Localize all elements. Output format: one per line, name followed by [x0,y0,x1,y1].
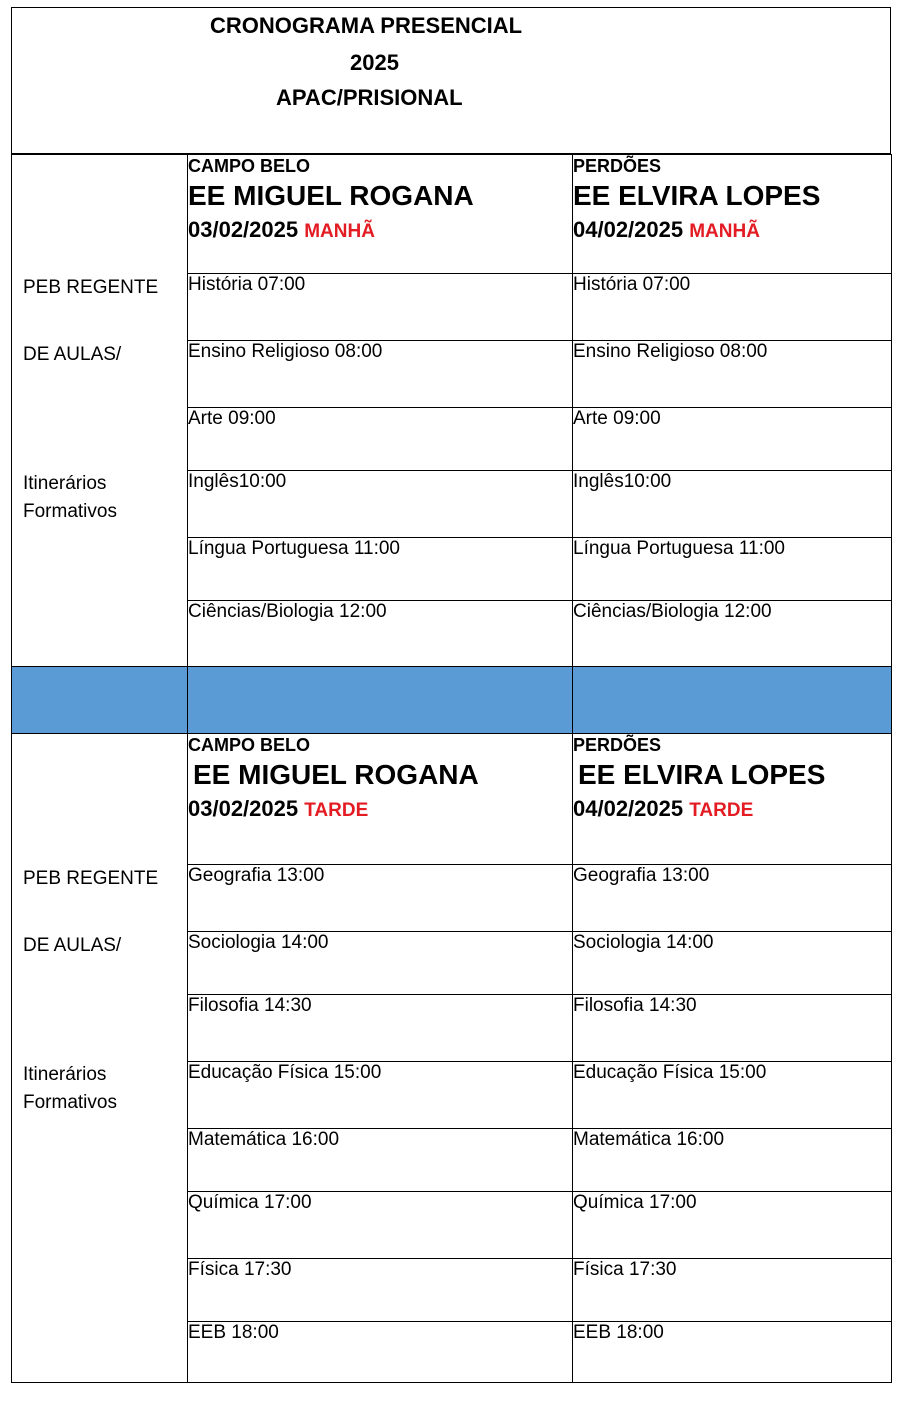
slot-cell: Ensino Religioso 08:00 [188,341,573,408]
slot-cell: Ensino Religioso 08:00 [573,341,892,408]
school-name: EE ELVIRA LOPES [573,180,821,211]
band-cell [188,667,573,734]
side-label: Formativos [23,1092,117,1113]
side-label: Itinerários [23,1064,107,1085]
slot-cell: Filosofia 14:30 [188,995,573,1062]
slot-cell: Arte 09:00 [188,408,573,471]
slot-cell: História 07:00 [573,274,892,341]
title-year: 2025 [350,50,399,75]
city-name: PERDÕES [573,156,662,176]
school-date: 03/02/2025 TARDE [188,796,369,821]
afternoon-side-cell [12,734,188,1383]
side-label: PEB REGENTE [23,868,159,889]
slot-cell: Ciências/Biologia 12:00 [188,601,573,667]
slot-cell: Língua Portuguesa 11:00 [573,538,892,601]
band-cell [12,667,188,734]
slot-cell: Filosofia 14:30 [573,995,892,1062]
shift-label: TARDE [689,800,754,821]
band-cell [573,667,892,734]
slot-cell: Sociologia 14:00 [188,932,573,995]
slot-cell: Inglês10:00 [188,471,573,538]
separator-band [12,667,892,734]
side-label: Itinerários [23,473,107,494]
side-label: PEB REGENTE [23,277,159,298]
slot-cell: História 07:00 [188,274,573,341]
city-name: PERDÕES [573,735,662,755]
slot-cell: Química 17:00 [573,1192,892,1259]
title-block [11,7,891,154]
school-date: 04/02/2025 MANHÃ [573,217,760,242]
side-label: Formativos [23,501,117,522]
schedule-table [11,154,892,1383]
city-name: CAMPO BELO [188,735,311,755]
morning-side-cell [12,155,188,667]
city-name: CAMPO BELO [188,156,311,176]
shift-label: TARDE [304,800,369,821]
school-date: 03/02/2025 MANHÃ [188,217,375,242]
school-header [573,155,892,274]
slot-cell: Sociologia 14:00 [573,932,892,995]
shift-label: MANHÃ [304,221,375,242]
school-name: EE ELVIRA LOPES [578,759,826,790]
slot-cell: Ciências/Biologia 12:00 [573,601,892,667]
title-line-1: CRONOGRAMA PRESENCIAL [210,13,523,38]
slot-cell: EEB 18:00 [573,1322,892,1383]
school-header [573,734,892,865]
morning-header-row [12,155,892,274]
school-name: EE MIGUEL ROGANA [193,759,479,790]
title-line-3: APAC/PRISIONAL [276,85,463,110]
slot-cell: Matemática 16:00 [573,1129,892,1192]
afternoon-header-row [12,734,892,865]
slot-cell: Educação Física 15:00 [188,1062,573,1129]
school-name: EE MIGUEL ROGANA [188,180,474,211]
slot-cell: Física 17:30 [188,1259,573,1322]
slot-cell: Geografia 13:00 [188,865,573,932]
slot-cell: Inglês10:00 [573,471,892,538]
slot-cell: Língua Portuguesa 11:00 [188,538,573,601]
slot-cell: Educação Física 15:00 [573,1062,892,1129]
side-label: DE AULAS/ [23,935,122,956]
school-header [188,734,573,865]
shift-label: MANHÃ [689,221,760,242]
slot-cell: Matemática 16:00 [188,1129,573,1192]
slot-cell: Química 17:00 [188,1192,573,1259]
slot-cell: EEB 18:00 [188,1322,573,1383]
slot-cell: Física 17:30 [573,1259,892,1322]
slot-cell: Arte 09:00 [573,408,892,471]
side-label: DE AULAS/ [23,344,122,365]
slot-cell: Geografia 13:00 [573,865,892,932]
school-date: 04/02/2025 TARDE [573,796,754,821]
school-header [188,155,573,274]
